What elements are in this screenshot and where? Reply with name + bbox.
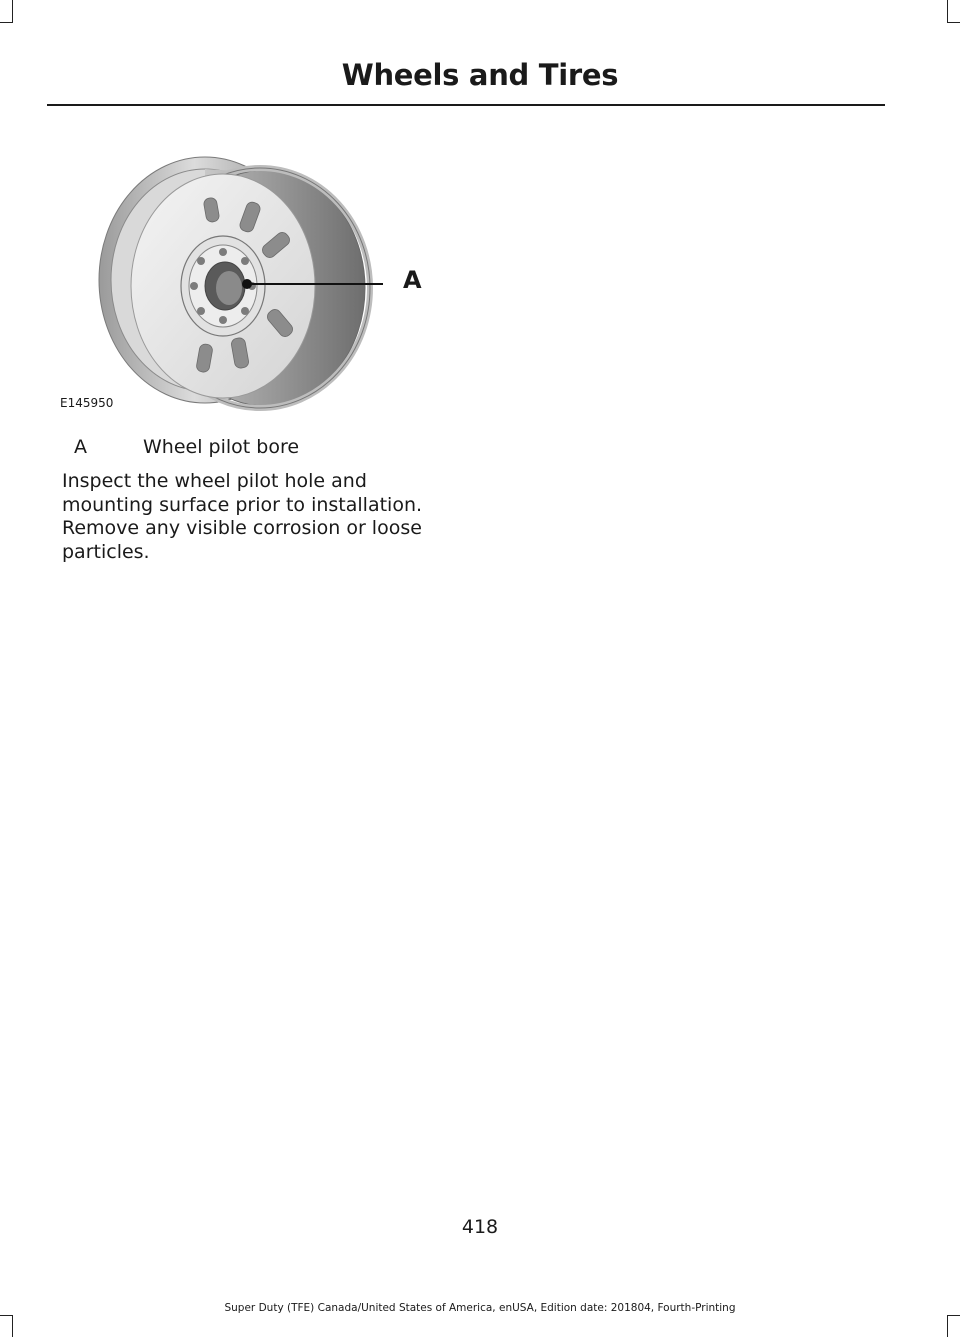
crop-mark (12, 1315, 13, 1337)
callout-letter: A (403, 266, 422, 294)
body-paragraph: Inspect the wheel pilot hole and mounting surface prior to installation. Remove any visible corrosion or loose particles. (62, 470, 423, 563)
header-divider (47, 104, 885, 106)
figure-code: E145950 (60, 396, 114, 410)
page-number: 418 (461, 1216, 499, 1238)
crop-mark (947, 1315, 948, 1337)
page-title: Wheels and Tires (341, 58, 619, 92)
crop-mark (947, 0, 948, 22)
crop-mark (0, 1315, 13, 1316)
crop-mark (947, 1315, 960, 1316)
edition-footer: Super Duty (TFE) Canada/United States of America, enUSA, Edition date: 201804, Fourth-Printing (224, 1302, 736, 1314)
wheel-illustration (55, 148, 445, 418)
crop-mark (12, 0, 13, 22)
wheel-drawing (55, 148, 445, 418)
crop-mark (0, 22, 13, 23)
callout-description: Wheel pilot bore (143, 436, 300, 458)
crop-mark (947, 22, 960, 23)
callout-key: A (74, 436, 87, 458)
